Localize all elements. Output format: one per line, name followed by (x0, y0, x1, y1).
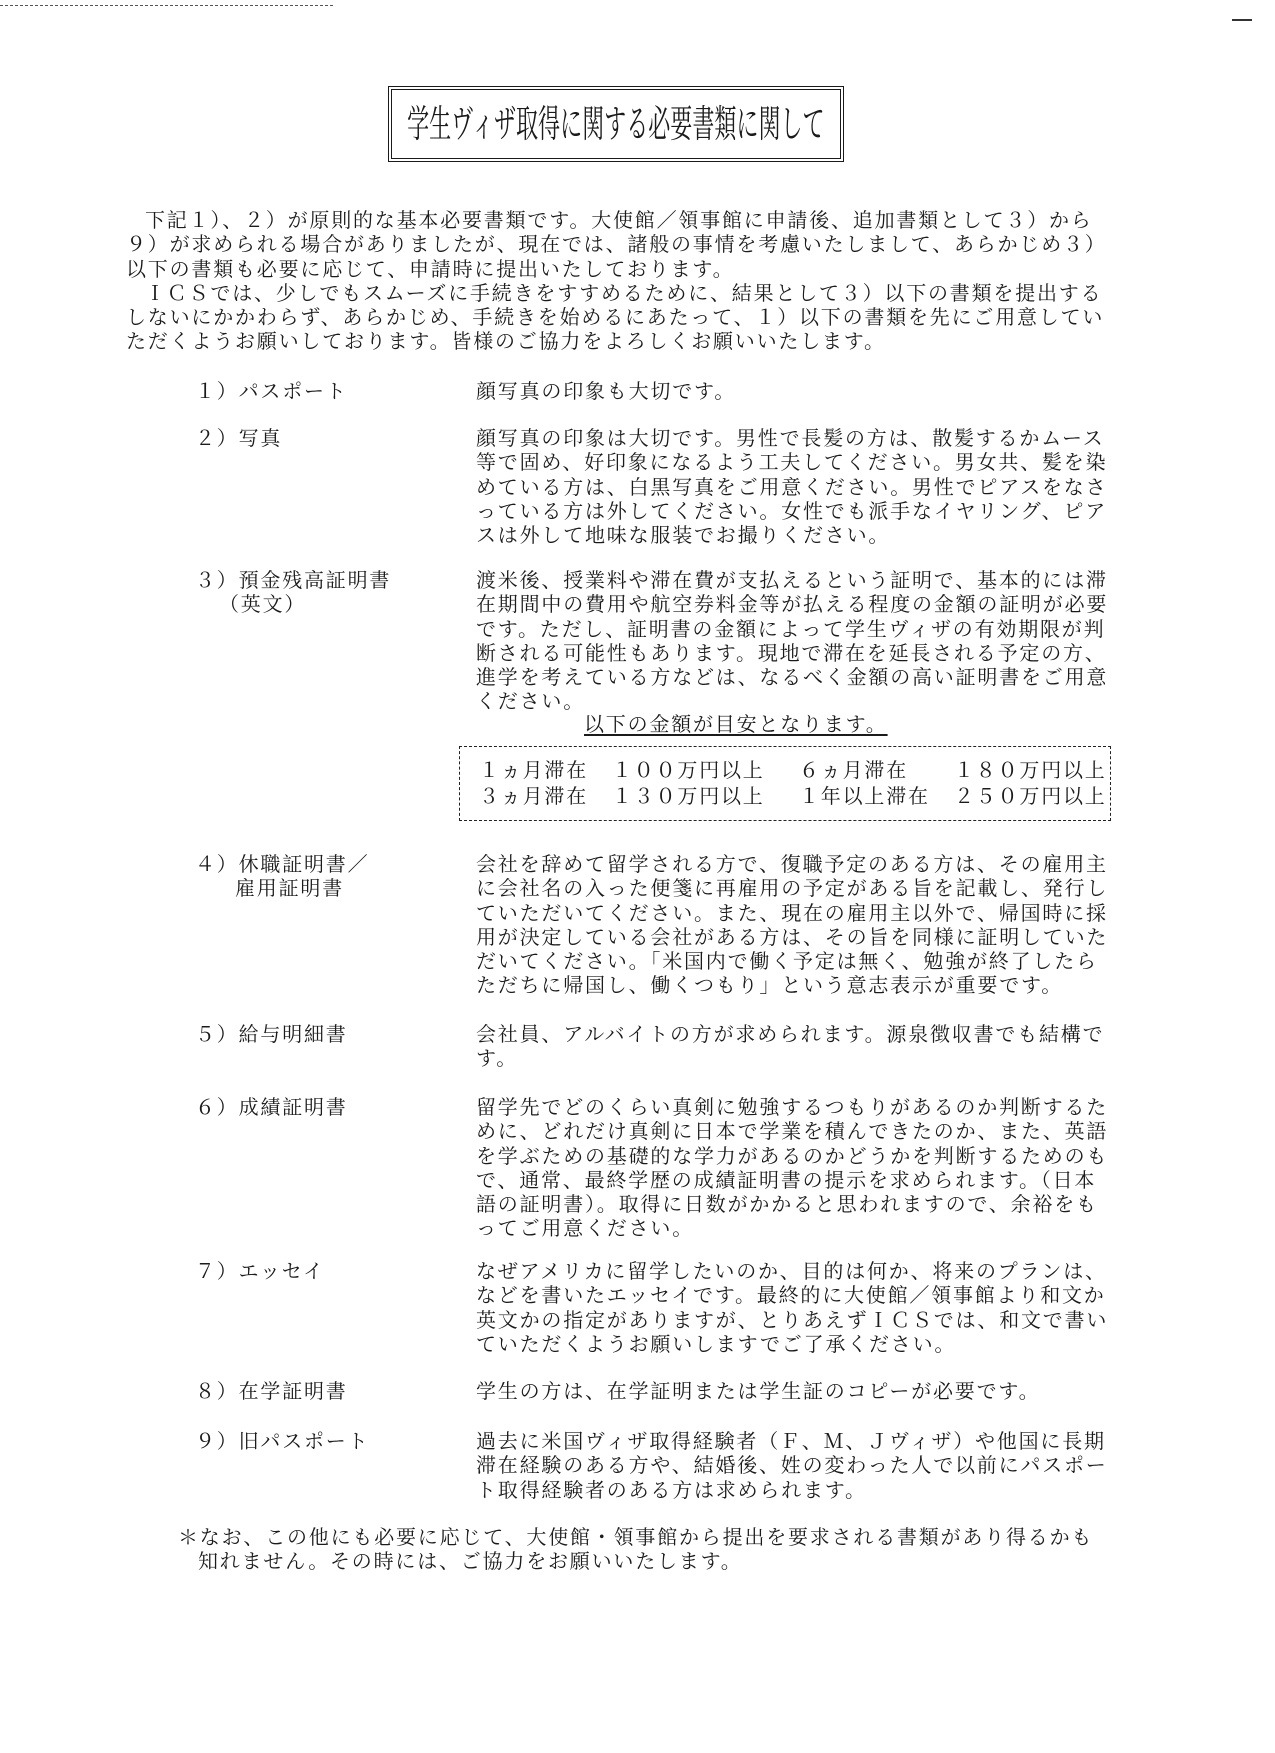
intro-line: ９）が求められる場合がありましたが、現在では、諸般の事情を考慮いたしまして、あらかじめ３） (126, 232, 1107, 257)
item-label (195, 1429, 369, 1453)
item-label-line: ７）エッセイ (195, 1259, 325, 1283)
item-description-line: ください。 (476, 689, 585, 714)
item-description (476, 426, 1107, 547)
item-description-line: めに、どれだけ真剣に日本で学業を積んできたのか、また、英語 (476, 1119, 1109, 1144)
item-description-line: です。ただし、証明書の金額によって学生ヴィザの有効期限が判 (476, 616, 1106, 641)
scan-artifact-top-right-dash (1232, 19, 1252, 21)
item-description (476, 1259, 1108, 1356)
title-frame (388, 86, 844, 162)
note-line: 知れません。その時には、ご協力をお願いいたします。 (198, 1549, 743, 1574)
item-description-line: ただちに帰国し、働くつもり」という意志表示が重要です。 (476, 973, 1063, 998)
item-description-line: 在期間中の費用や航空券料金等が払える程度の金額の証明が必要 (476, 592, 1109, 617)
item-label-line: ８）在学証明書 (195, 1379, 348, 1403)
item-description-line: だいてください。「米国内で働く予定は無く、勉強が終了したら (476, 949, 1098, 974)
item-label-line: ５）給与明細書 (195, 1022, 348, 1046)
intro-line: ＩＣＳでは、少しでもスムーズに手続きをすすめるために、結果として３）以下の書類を提出する (145, 280, 1103, 305)
table-cell: １年以上滞在 (799, 784, 930, 808)
page-title: 学生ヴィザ取得に関する必要書類に関して (407, 102, 825, 146)
item-description-line: 会社員、アルバイトの方が求められます。源泉徴収書でも結構で (476, 1022, 1105, 1046)
item-description-line: なぜアメリカに留学したいのか、目的は何か、将来のプランは、 (476, 1259, 1107, 1283)
item-description-line: 会社を辞めて留学される方で、復職予定のある方は、その雇用主 (476, 852, 1108, 876)
item-label (195, 1022, 348, 1046)
closing-note (178, 1525, 1093, 1574)
item-description-line: ってご用意ください。 (476, 1216, 694, 1241)
item-description-line: 顔写真の印象も大切です。 (476, 379, 736, 403)
item-description-line: に会社名の入った便箋に再雇用の予定がある旨を記載し、発行し (476, 876, 1109, 901)
table-cell: １８０万円以上 (954, 758, 1107, 782)
amount-guide-table (459, 746, 1111, 821)
table-cell: １３０万円以上 (612, 784, 765, 808)
item-description-line: 進学を考えている方などは、なるべく金額の高い証明書をご用意 (476, 665, 1109, 690)
item-description (476, 1095, 1108, 1241)
item-description-line: ていただいてください。また、現在の雇用主以外で、帰国時に採 (476, 900, 1108, 925)
intro-line: 下記１）、２）が原則的な基本必要書類です。大使館／領事館に申請後、追加書類として３）から (145, 208, 1093, 232)
item-description-line: めている方は、白黒写真をご用意ください。男性でピアスをなさ (476, 474, 1108, 499)
item-description-line: ト取得経験者のある方は求められます。 (476, 1477, 867, 1502)
table-cell: ６ヵ月滞在 (799, 758, 908, 782)
item-description-line: などを書いたエッセイです。最終的に大使館／領事館より和文か (476, 1283, 1106, 1308)
item-label-line: ４）休職証明書／ (195, 852, 370, 876)
intro-line: しないにかかわらず、あらかじめ、手続きを始めるにあたって、１）以下の書類を先にご用意してい (126, 305, 1105, 330)
item-label (195, 1095, 348, 1119)
item-description-line: っている方は外してください。女性でも派手なイヤリング、ピア (476, 498, 1107, 523)
item-label (195, 426, 282, 450)
table-cell: ３ヵ月滞在 (479, 784, 588, 808)
item-label-line: １）パスポート (195, 379, 348, 403)
item-description (476, 1429, 1108, 1502)
item-description (476, 379, 736, 403)
item-label-line: 雇用証明書 (235, 876, 344, 901)
item-description-line: 顔写真の印象は大切です。男性で長髪の方は、散髪するかムース (476, 426, 1105, 450)
item-description-line: 語の証明書）。取得に日数がかかると思われますので、余裕をも (476, 1192, 1098, 1217)
item-description-line: 等で固め、好印象になるよう工夫してください。男女共、髪を染 (476, 450, 1108, 475)
item-description-line: スは外して地味な服装でお撮りください。 (476, 523, 891, 548)
item-description-line: 渡米後、授業料や滞在費が支払えるという証明で、基本的には滞 (476, 568, 1108, 592)
item-label-line: ６）成績証明書 (195, 1095, 348, 1119)
item-label-line: ３）預金残高証明書 (195, 568, 392, 592)
item-description (476, 852, 1108, 998)
item-description-line: 断される可能性もあります。現地で滞在を延長される予定の方、 (476, 640, 1107, 665)
amount-guide-caption: 以下の金額が目安となります。 (584, 712, 888, 736)
item-description-line: 過去に米国ヴィザ取得経験者（Ｆ、Ｍ、Ｊヴィザ）や他国に長期 (476, 1429, 1106, 1453)
item-label-line: （英文） (219, 592, 307, 617)
intro-paragraph (126, 208, 1107, 354)
item-description (476, 1379, 1040, 1403)
item-description-line: 滞在経験のある方や、結婚後、姓の変わった人で以前にパスポー (476, 1453, 1108, 1478)
item-description (476, 568, 1108, 714)
item-description-line: 用が決定している会社がある方は、その旨を同様に証明していた (476, 924, 1109, 949)
item-description (476, 1022, 1104, 1071)
item-description-line: 留学先でどのくらい真剣に勉強するつもりがあるのか判断するた (476, 1095, 1108, 1119)
item-label (195, 1379, 348, 1403)
intro-line: 以下の書類も必要に応じて、申請時に提出いたしております。 (126, 256, 735, 281)
table-cell: ２５０万円以上 (954, 784, 1107, 808)
note-line: ＊なお、この他にも必要に応じて、大使館・領事館から提出を要求される書類があり得るかも (178, 1525, 1094, 1549)
table-cell: １００万円以上 (612, 758, 765, 782)
intro-line: ただくようお願いしております。皆様のご協力をよろしくお願いいたします。 (126, 329, 886, 354)
item-description-line: 学生の方は、在学証明または学生証のコピーが必要です。 (476, 1379, 1041, 1403)
item-label (195, 568, 391, 617)
item-label (195, 379, 348, 403)
scan-artifact-top-line (0, 5, 333, 6)
item-description-line: を学ぶための基礎的な学力があるのかどうかを判断するためのも (476, 1143, 1109, 1168)
item-label-line: ９）旧パスポート (195, 1429, 370, 1453)
item-description-line: ていただくようお願いしますでご了承ください。 (476, 1331, 957, 1356)
item-label (195, 1259, 325, 1283)
table-cell: １ヵ月滞在 (479, 758, 588, 782)
item-description-line: で、通常、最終学歴の成績証明書の提示を求められます。（日本 (476, 1167, 1097, 1192)
item-label (195, 852, 369, 901)
item-label-line: ２）写真 (195, 426, 283, 450)
item-description-line: す。 (476, 1046, 518, 1071)
item-description-line: 英文かの指定がありますが、とりあえずＩＣＳでは、和文で書い (476, 1307, 1109, 1332)
